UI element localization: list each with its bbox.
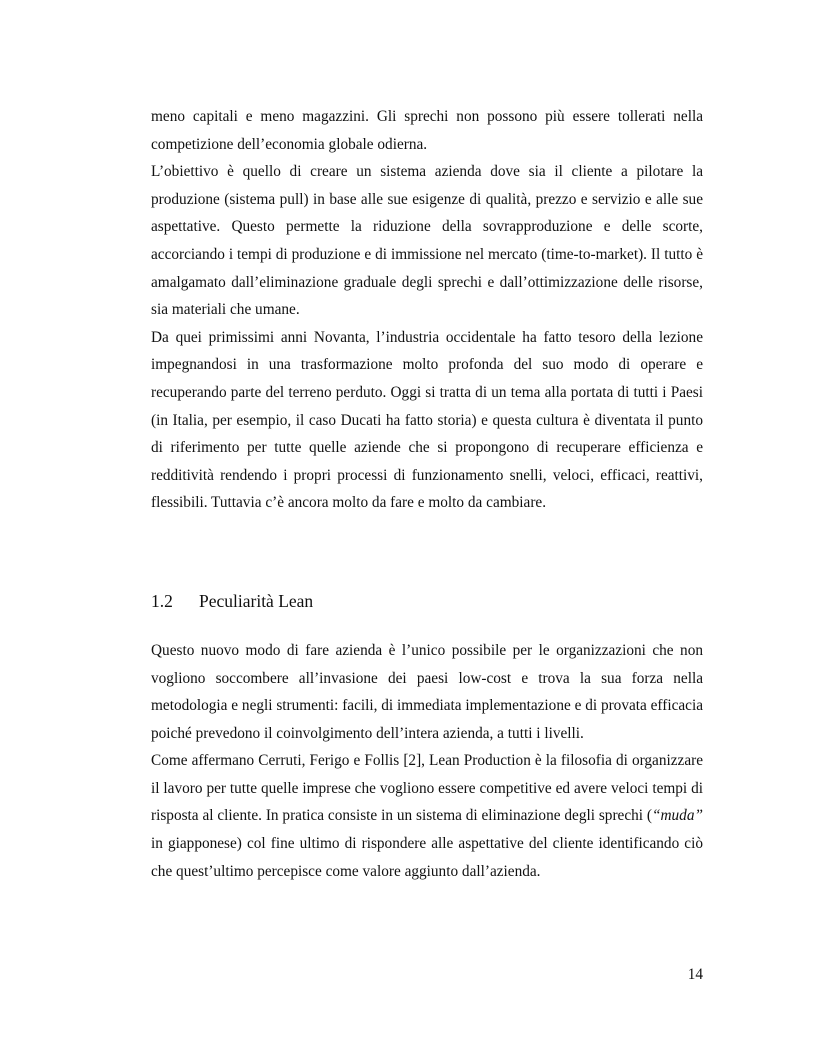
section-heading — [151, 587, 703, 615]
paragraph: meno capitali e meno magazzini. Gli sprechi non possono più essere tollerati nella competizione dell’economia globale odierna. — [151, 108, 703, 153]
emphasis-term: “muda” — [651, 807, 703, 825]
section-title: Peculiarità Lean — [199, 590, 314, 611]
paragraph — [151, 747, 703, 885]
paragraph-text: Come affermano Cerruti, Ferigo e Follis [2], Lean Production è la filosofia di organizzare il lavoro per tutte quelle imprese che vogliono essere competitive ed avere veloci tempi di risposta al cliente. In pratica consiste in un sistema di eliminazione degli sprechi ( — [151, 752, 703, 825]
section-number: 1.2 — [151, 590, 173, 611]
paragraph: Da quei primissimi anni Novanta, l’industria occidentale ha fatto tesoro della lezione impegnandosi in una trasformazione molto profonda del suo modo di operare e recuperando parte del terreno perduto. Oggi si tratta di un tema alla portata di tutti i Paesi (in Italia, per esempio, il caso Ducati ha fatto storia) e questa cultura è diventata il punto di riferimento per tutte quelle aziende che si propongono di recuperare efficienza e redditività rendendo i propri processi di funzionamento snelli, veloci, efficaci, reattivi, flessibili. Tuttavia c’è ancora molto da fare e molto da cambiare. — [151, 328, 703, 512]
document-page — [151, 103, 703, 885]
paragraph: L’obiettivo è quello di creare un sistema azienda dove sia il cliente a pilotare la produzione (sistema pull) in base alle sue esigenze di qualità, prezzo e servizio e alle sue aspettative. Questo permette la riduzione della sovrapproduzione e delle scorte, accorciando i tempi di produzione e di immissione nel mercato (time-to-market). Il tutto è amalgamato dall’eliminazione graduale degli sprechi e dall’ottimizzazione delle risorse, sia materiali che umane. — [151, 163, 703, 319]
paragraph: Questo nuovo modo di fare azienda è l’unico possibile per le organizzazioni che non vogliono soccombere all’invasione dei paesi low-cost e trova la sua forza nella metodologia e negli strumenti: facili, di immediata implementazione e di provata efficacia poiché prevedono il coinvolgimento dell’intera azienda, a tutti i livelli. — [151, 641, 703, 742]
page-number: 14 — [687, 966, 703, 983]
body-text-section — [151, 637, 703, 885]
paragraph-text: in giapponese) col fine ultimo di rispondere alle aspettative del cliente identificando ciò che quest’ultimo percepisce come valore aggiunto dall’azienda. — [151, 835, 703, 880]
body-text-top — [151, 103, 703, 517]
